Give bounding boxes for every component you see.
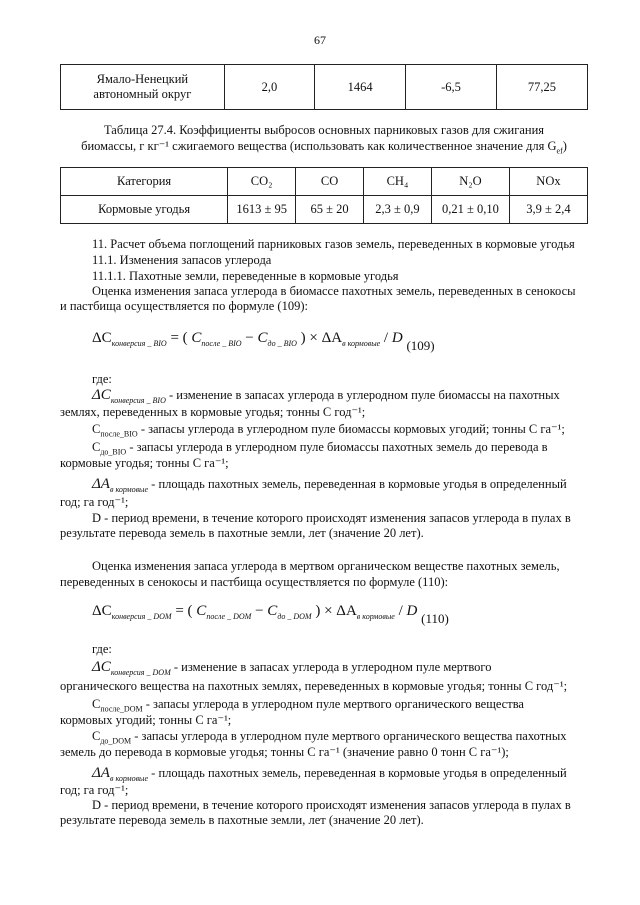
caption-line: биомассы, г кг⁻¹ сжигаемого вещества (использовать как количественное значение для $G_{ef}$) [81, 139, 567, 156]
value-cell: 1464 [315, 65, 406, 110]
table-cell: 3,9 ± 2,4 [509, 196, 587, 224]
definition-line: $\Delta C_{конверсия \_ DOM}$ - изменение в запасах углерода в углеродном пуле мертвого [92, 659, 492, 677]
table-cell: Кормовые угодья [61, 196, 228, 224]
definition-line: D - период времени, в течение которого происходят изменения запасов углерода в пулах в [92, 798, 571, 812]
section-heading: 11. Расчет объема поглощений парниковых газов земель, переведенных в кормовые угодья [92, 237, 575, 251]
column-header: CO₂ [228, 168, 296, 196]
subsection-heading: 11.1. Изменения запасов углерода [92, 253, 272, 267]
definition-line: $\Delta A_{в кормовые}$ - площадь пахотных земель, переведенная в кормовые угодья в определенный [92, 476, 567, 494]
where-label: где: [92, 372, 112, 386]
table-cell: 2,3 ± 0,9 [364, 196, 432, 224]
formula-110: $\Delta C_{конверсия \_ DOM}$ = ( $C_{после \_ DOM} - C_{до \_ DOM}$ ) × $\Delta A_{в кормовые}$ / D (110) [92, 603, 449, 626]
table-cell: 0,21 ± 0,10 [431, 196, 509, 224]
definition-line: год; га год⁻¹; [60, 783, 129, 797]
definition-line: $\Delta A_{в кормовые}$ - площадь пахотных земель, переведенная в кормовые угодья в определенный [92, 765, 567, 783]
paragraph-line: Оценка изменения запаса углерода в мертвом органическом веществе пахотных земель, [92, 559, 560, 573]
column-header: Категория [61, 168, 228, 196]
paragraph-line: переведенных в сенокосы и пастбища осуществляется по формуле (110): [60, 575, 449, 589]
column-header: CH₄ [364, 168, 432, 196]
column-header: N₂O [431, 168, 509, 196]
table-header-row [61, 168, 588, 196]
definition-line: $С_{до\_BIO}$ - запасы углерода в углеродном пуле биомассы пахотных земель до перевода в [92, 440, 548, 457]
column-header: NOx [509, 168, 587, 196]
value-cell: 77,25 [496, 65, 587, 110]
region-table [60, 64, 588, 110]
definition-line: $С_{до\_DOM}$ - запасы углерода в углеродном пуле мертвого органического вещества пахотных [92, 729, 567, 746]
formula-109: $\Delta C_{конверсия \_ BIO}$ = ( $C_{после \_ BIO} - C_{до \_ BIO}$ ) × $\Delta A_{в кормовые}$ / D (109) [92, 330, 435, 353]
definition-line: кормовые угодья; тонны С га⁻¹; [60, 456, 229, 470]
table-row [61, 196, 588, 224]
value-cell: -6,5 [406, 65, 497, 110]
value-cell: 2,0 [224, 65, 314, 110]
page-number: 67 [314, 33, 326, 47]
table-cell: 1613 ± 95 [228, 196, 296, 224]
paragraph-line: и пастбища осуществляется по формуле (109): [60, 299, 308, 313]
table-cell: 65 ± 20 [296, 196, 364, 224]
table-caption [60, 122, 588, 160]
definition-line: $С_{после\_BIO}$ - запасы углерода в углеродном пуле биомассы кормовых угодий; тонны С га⁻¹; [92, 422, 565, 439]
definition-line: кормовых угодий; тонны С га⁻¹; [60, 713, 232, 727]
definition-line: результате перевода земель в пахотные земли, лет (значение 20 лет). [60, 526, 424, 540]
column-header: CO [296, 168, 364, 196]
definition-line: D - период времени, в течение которого происходят изменения запасов углерода в пулах в [92, 511, 571, 525]
definition-line: $С_{после\_DOM}$ - запасы углерода в углеродном пуле мертвого органического вещества [92, 697, 524, 714]
definition-line: органического вещества на пахотных землях, переведенных в кормовые угодья; тонны С год⁻¹; [60, 679, 568, 693]
definition-line: землях, переведенных в кормовые угодья; тонны С год⁻¹; [60, 405, 366, 419]
caption-line: Таблица 27.4. Коэффициенты выбросов основных парниковых газов для сжигания [103, 123, 545, 137]
definition-line: год; га год⁻¹; [60, 495, 129, 509]
emission-factors-table [60, 167, 588, 224]
subsubsection-heading: 11.1.1. Пахотные земли, переведенные в кормовые угодья [92, 269, 399, 283]
definition-line: результате перевода земель в пахотные земли, лет (значение 20 лет). [60, 813, 424, 827]
where-label: где: [92, 642, 112, 656]
table-row [61, 65, 588, 110]
region-cell: Ямало-Ненецкий автономный округ [61, 65, 225, 110]
definition-line: земель до перевода в кормовые угодья; тонны С га⁻¹ (значение равно 0 тонн С га⁻¹); [60, 745, 509, 759]
paragraph-line: Оценка изменения запаса углерода в биомассе пахотных земель, переведенных в сенокосы [92, 284, 576, 298]
definition-line: $\Delta C_{конверсия \_ BIO}$ - изменение в запасах углерода в углеродном пуле биомассы на пахотных [92, 387, 560, 405]
